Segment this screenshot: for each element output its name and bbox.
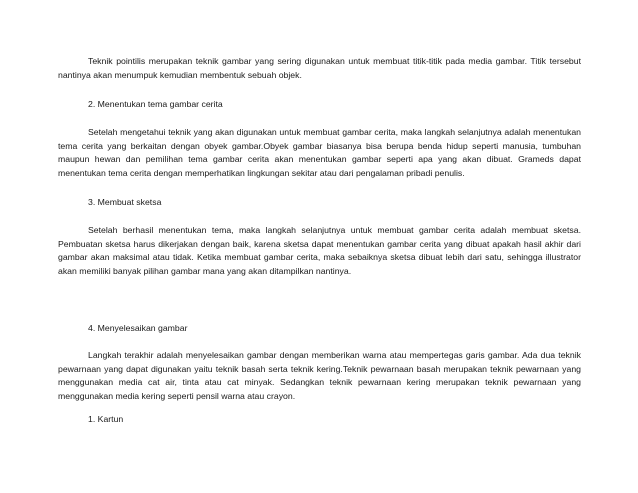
heading-sketsa: 3. Membuat sketsa xyxy=(88,197,162,207)
paragraph-sketsa: Setelah berhasil menentukan tema, maka langkah selanjutnya untuk membuat gambar cerita adalah membuat sketsa. Pembuatan sketsa harus dikerjakan dengan baik, karena sketsa dapat menentukan gambar cerita yang dibuat apakah hasil akhir dari gambar akan maksimal atau tidak. Ketika membuat gambar cerita, maka sebaiknya sketsa dibuat lebih dari satu, sehingga illustrator akan memiliki banyak pilihan gambar mana yang akan ditampilkan nantinya. xyxy=(58,225,581,276)
paragraph-tema: Setelah mengetahui teknik yang akan digunakan untuk membuat gambar cerita, maka langkah selanjutnya adalah menentukan tema cerita yang berkaitan dengan obyek gambar.Obyek gambar biasanya bisa berupa benda hidup seperti manusia, tumbuhan maupun hewan dan pemilihan tema gambar cerita akan menentukan gambar seperti apa yang akan dibuat. Grameds dapat menentukan tema cerita dengan memperhatikan lingkungan sekitar atau dari pengalaman pribadi penulis. xyxy=(58,127,581,178)
paragraph-pointilis: Teknik pointilis merupakan teknik gambar yang sering digunakan untuk membuat titik-titik pada media gambar. Titik tersebut nantinya akan menumpuk kemudian membentuk sebuah objek. xyxy=(58,56,581,80)
heading-menyelesaikan: 4. Menyelesaikan gambar xyxy=(88,323,188,333)
heading-tema: 2. Menentukan tema gambar cerita xyxy=(88,99,223,109)
paragraph-menyelesaikan: Langkah terakhir adalah menyelesaikan gambar dengan memberikan warna atau mempertegas garis gambar. Ada dua teknik pewarnaan yang dapat digunakan yaitu teknik basah serta teknik kering.Teknik pewarnaan basah merupakan teknik pewarnaan yang menggunakan media cat air, tinta atau cat minyak. Sedangkan teknik pewarnaan kering merupakan teknik pewarnaan yang menggunakan media kering seperti pensil warna atau crayon. xyxy=(58,350,581,401)
heading-kartun: 1. Kartun xyxy=(88,414,124,424)
